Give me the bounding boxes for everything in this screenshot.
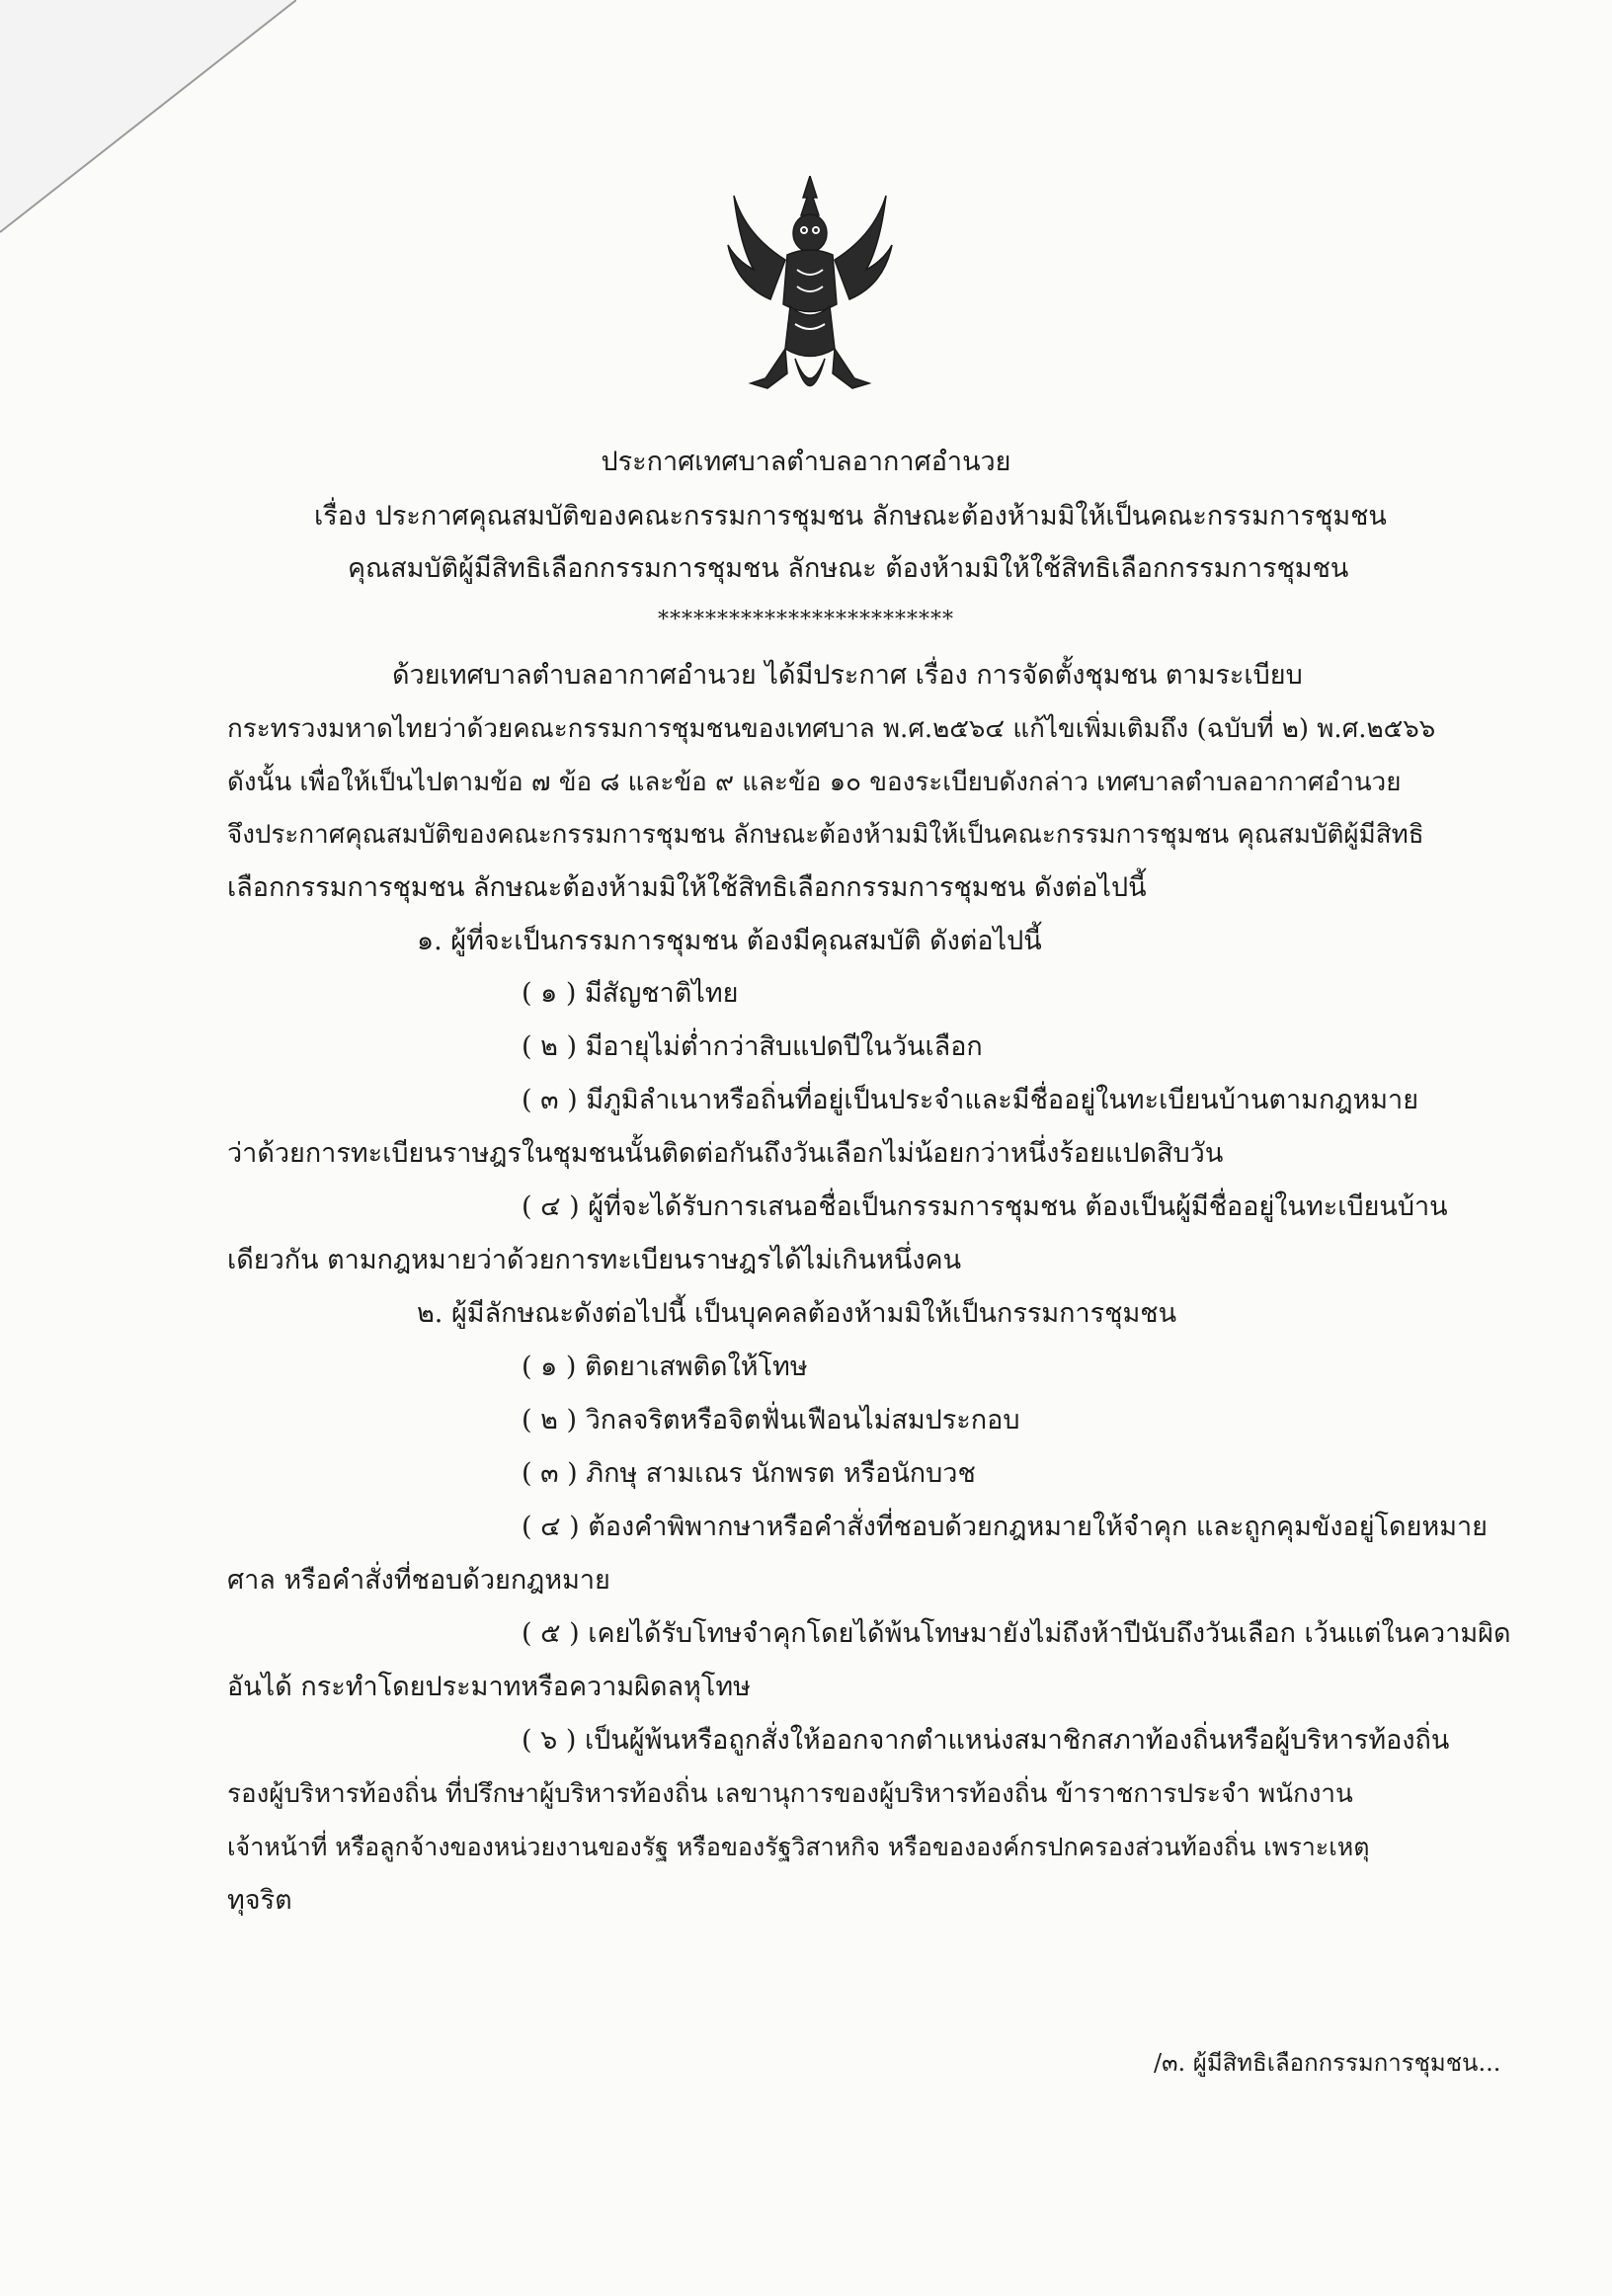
announcement-issuer: ประกาศเทศบาลตำบลอากาศอำนวย [601, 447, 1011, 477]
section-2-item-continuation: ศาล หรือคำสั่งที่ชอบด้วยกฎหมาย [227, 1565, 610, 1596]
section-2-item-continuation: อันได้ กระทำโดยประมาทหรือความผิดลหุโทษ [227, 1672, 751, 1702]
section-2-item-continuation: เจ้าหน้าที่ หรือลูกจ้างของหน่วยงานของรัฐ หรือของรัฐวิสาหกิจ หรือขององค์กรปกครองส่วนท้องถิ่น เพราะเหตุ [227, 1833, 1370, 1861]
intro-paragraph-line: จึงประกาศคุณสมบัติของคณะกรรมการชุมชน ลักษณะต้องห้ามมิให้เป็นคณะกรรมการชุมชน คุณสมบัติผู้มีสิทธิ [227, 820, 1424, 850]
separator-stars: ************************* [658, 608, 954, 632]
page-corner-fold [0, 0, 296, 237]
section-2-item: ( ๓ ) ภิกษุ สามเณร นักพรต หรือนักบวช [522, 1458, 976, 1489]
section-1-item-continuation: เดียวกัน ตามกฎหมายว่าด้วยการทะเบียนราษฎรได้ไม่เกินหนึ่งคน [227, 1245, 962, 1275]
announcement-subject-line-2: คุณสมบัติผู้มีสิทธิเลือกกรรมการชุมชน ลักษณะ ต้องห้ามมิให้ใช้สิทธิเลือกกรรมการชุมชน [348, 553, 1349, 584]
section-2-item: ( ๕ ) เคยได้รับโทษจำคุกโดยได้พ้นโทษมายังไม่ถึงห้าปีนับถึงวันเลือก เว้นแต่ในความผิด [522, 1618, 1511, 1649]
section-1-item: ( ๑ ) มีสัญชาติไทย [522, 978, 739, 1009]
intro-paragraph-line: เลือกกรรมการชุมชน ลักษณะต้องห้ามมิให้ใช้สิทธิเลือกกรรมการชุมชน ดังต่อไปนี้ [227, 872, 1147, 903]
section-2-item-continuation: ทุจริต [227, 1885, 292, 1916]
section-1-item: ( ๒ ) มีอายุไม่ต่ำกว่าสิบแปดปีในวันเลือก [522, 1031, 983, 1062]
announcement-subject-line-1: เรื่อง ประกาศคุณสมบัติของคณะกรรมการชุมชน ลักษณะต้องห้ามมิให้เป็นคณะกรรมการชุมชน [314, 501, 1387, 532]
section-1-item: ( ๓ ) มีภูมิลำเนาหรือถิ่นที่อยู่เป็นประจำและมีชื่ออยู่ในทะเบียนบ้านตามกฎหมาย [522, 1085, 1419, 1115]
section-2-item: ( ๔ ) ต้องคำพิพากษาหรือคำสั่งที่ชอบด้วยกฎหมายให้จำคุก และถูกคุมขังอยู่โดยหมาย [522, 1512, 1488, 1542]
continuation-note: /๓. ผู้มีสิทธิเลือกกรรมการชุมชน... [1154, 2049, 1501, 2077]
section-1-item: ( ๔ ) ผู้ที่จะได้รับการเสนอชื่อเป็นกรรมการชุมชน ต้องเป็นผู้มีชื่ออยู่ในทะเบียนบ้าน [522, 1191, 1448, 1222]
section-2-heading: ๒. ผู้มีลักษณะดังต่อไปนี้ เป็นบุคคลต้องห้ามมิให้เป็นกรรมการชุมชน [417, 1298, 1177, 1329]
intro-paragraph-line: กระทรวงมหาดไทยว่าด้วยคณะกรรมการชุมชนของเทศบาล พ.ศ.๒๕๖๔ แก้ไขเพิ่มเติมถึง (ฉบับที่ ๒) พ.ศ.๒๕๖๖ [227, 714, 1436, 744]
section-2-item: ( ๖ ) เป็นผู้พ้นหรือถูกสั่งให้ออกจากตำแหน่งสมาชิกสภาท้องถิ่นหรือผู้บริหารท้องถิ่น [522, 1725, 1450, 1756]
intro-paragraph-line: ดังนั้น เพื่อให้เป็นไปตามข้อ ๗ ข้อ ๘ และข้อ ๙ และข้อ ๑๐ ของระเบียบดังกล่าว เทศบาลตำบลอากาศอำนวย [227, 768, 1402, 797]
intro-paragraph-line: ด้วยเทศบาลตำบลอากาศอำนวย ได้มีประกาศ เรื่อง การจัดตั้งชุมชน ตามระเบียบ [392, 660, 1303, 691]
section-1-heading: ๑. ผู้ที่จะเป็นกรรมการชุมชน ต้องมีคุณสมบัติ ดังต่อไปนี้ [417, 926, 1042, 956]
garuda-emblem-icon [726, 176, 894, 413]
section-2-item: ( ๑ ) ติดยาเสพติดให้โทษ [522, 1352, 808, 1382]
section-1-item-continuation: ว่าด้วยการทะเบียนราษฎรในชุมชนนั้นติดต่อกันถึงวันเลือกไม่น้อยกว่าหนึ่งร้อยแปดสิบวัน [227, 1138, 1224, 1169]
section-2-item: ( ๒ ) วิกลจริตหรือจิตฟั่นเฟือนไม่สมประกอบ [522, 1405, 1020, 1435]
section-2-item-continuation: รองผู้บริหารท้องถิ่น ที่ปรึกษาผู้บริหารท้องถิ่น เลขานุการของผู้บริหารท้องถิ่น ข้าราชการประจำ พนักงาน [227, 1779, 1353, 1809]
